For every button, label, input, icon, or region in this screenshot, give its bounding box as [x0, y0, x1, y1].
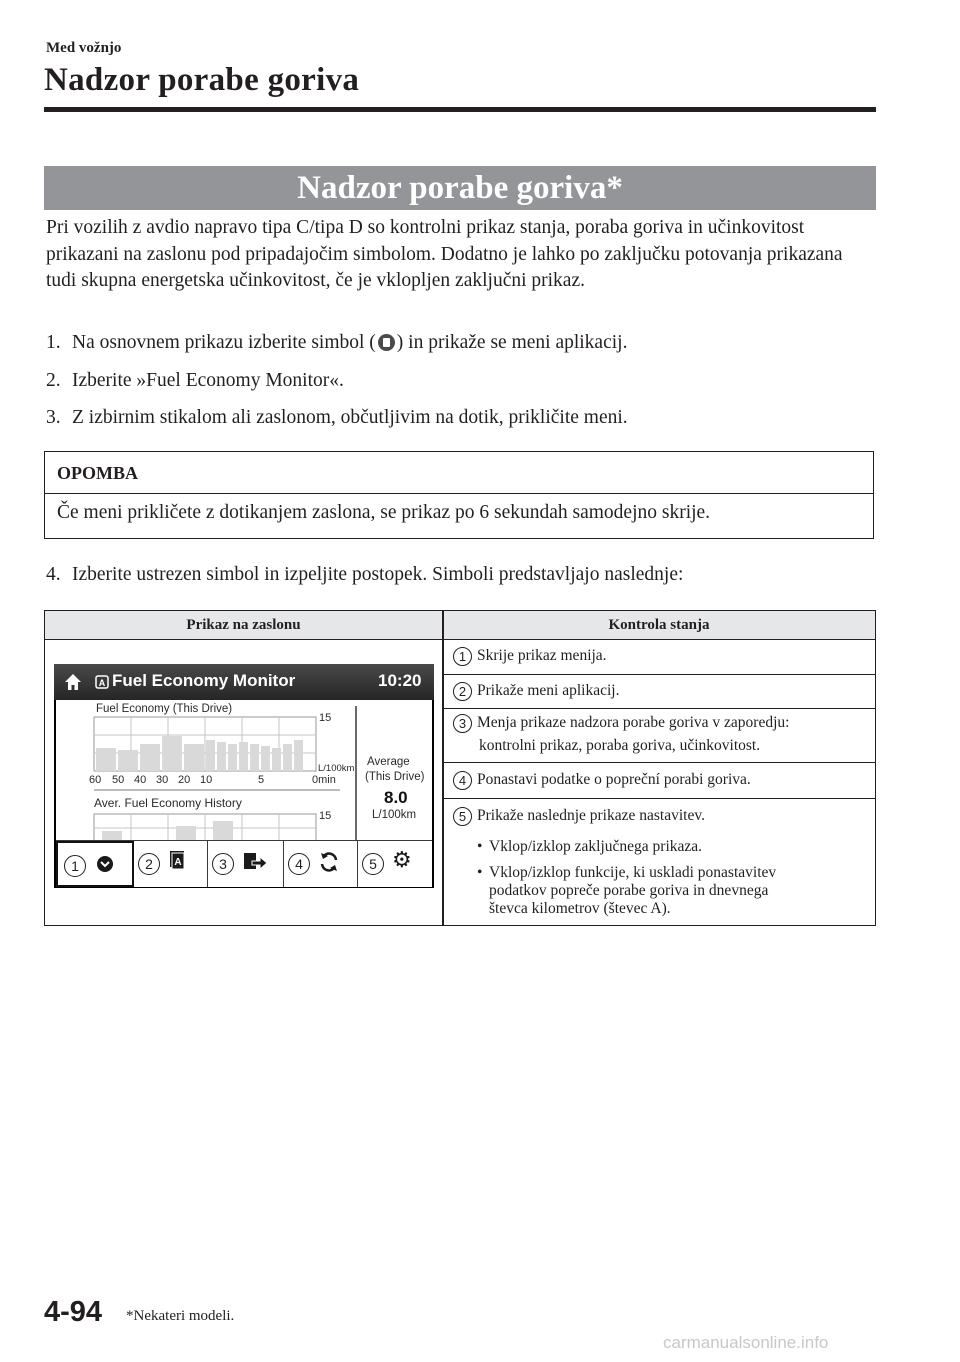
table-row [443, 639, 875, 675]
screen-content [56, 700, 432, 850]
hide-menu-button[interactable] [56, 841, 134, 887]
table-row [443, 675, 875, 709]
reset-button[interactable] [284, 841, 358, 887]
gear-icon: ⚙ [392, 847, 412, 872]
list-item: • Vklop/izklop funkcije, ki uskladi ponastavitev [489, 863, 776, 882]
chart1-title: Fuel Economy (This Drive) [96, 703, 233, 715]
apps-icon [378, 334, 395, 351]
reset-icon [318, 851, 340, 873]
chart1-tick: 50 [112, 774, 125, 786]
screen-clock: 10:20 [378, 671, 422, 690]
step-2 [46, 368, 344, 394]
step-text: Z izbirnim stikalom ali zaslonom, občutljivim na dotik, prikličite meni. [72, 407, 628, 428]
average-value: 8.0 [384, 788, 408, 807]
row-text: Prikaže naslednje prikaze nastavitev. [477, 807, 705, 824]
switch-icon [242, 851, 268, 875]
screen-title: Fuel Economy Monitor [112, 671, 296, 690]
footnote: *Nekateri modeli. [126, 1308, 235, 1324]
row-number: 3 [453, 714, 472, 733]
callout-number: 2 [138, 853, 160, 875]
apps-menu-button[interactable] [134, 841, 208, 887]
callout-number: 1 [64, 855, 86, 877]
row-number: 4 [453, 771, 472, 790]
note-text: Če meni prikličete z dotikanjem zaslona, se prikaz po 6 sekundah samodejno skrije. [57, 502, 711, 523]
chart1-tick: 30 [156, 774, 169, 786]
callout-number: 4 [288, 853, 310, 875]
chart1-tick: 20 [178, 774, 191, 786]
average-label: Average [367, 756, 410, 768]
callout-number: 3 [212, 853, 234, 875]
note-box [44, 451, 874, 539]
section-banner: Nadzor porabe goriva* [44, 166, 876, 210]
table-header-control: Kontrola stanja [608, 617, 710, 633]
chevron-down-icon [96, 855, 114, 873]
average-unit: L/100km [372, 809, 417, 821]
step-number: 1. [46, 332, 61, 353]
apps-icon [168, 849, 188, 873]
step-text-before: Na osnovnem prikazu izberite simbol ( [72, 332, 376, 353]
chart1-unit: L/100km [318, 763, 355, 774]
step-text-after: ) in prikaže se meni aplikacij. [396, 332, 628, 353]
table-row [443, 799, 875, 924]
average-sublabel: (This Drive) [365, 771, 425, 783]
step-number: 4. [46, 564, 61, 585]
table-header-display: Prikaz na zaslonu [186, 617, 301, 633]
note-heading: OPOMBA [45, 452, 873, 494]
row-text: Prikaže meni aplikacij. [477, 682, 620, 699]
intro-paragraph: Pri vozilih z avdio napravo tipa C/tipa D so kontrolni prikaz stanja, poraba goriva in učinkovitost prikazani na zaslonu pod pripadajočim simbolom. Dodatno je lahko po zaključku potovanja prikazana tudi skupna energetska učinkovitost, če je vklopljen zaključni prikaz. [46, 217, 843, 291]
list-item: • Vklop/izklop zaključnega prikaza. [489, 837, 702, 856]
step-3 [46, 405, 628, 431]
chart1-tick: 40 [134, 774, 147, 786]
chart2-title: Aver. Fuel Economy History [94, 796, 242, 810]
home-icon[interactable] [64, 673, 82, 691]
fuel-economy-screen [54, 664, 434, 888]
list-item-continued: podatkov popreče porabe goriva in dnevnega [489, 882, 769, 899]
screen-menu-bar [56, 840, 432, 887]
svg-text:A: A [98, 678, 106, 688]
watermark: carmanualsonline.info [663, 1333, 829, 1352]
row-text: Skrije prikaz menija. [477, 647, 607, 664]
table-row [443, 709, 875, 763]
table-header [45, 611, 875, 640]
chart1-tick: 60 [89, 774, 102, 786]
section-label: Med vožnjo [46, 40, 122, 56]
chart1-tick: 10 [200, 774, 213, 786]
step-text: Izberite ustrezen simbol in izpeljite postopek. Simboli predstavljajo naslednje: [72, 564, 684, 585]
callout-number: 5 [362, 853, 384, 875]
step-4 [46, 562, 683, 588]
step-text: Izberite »Fuel Economy Monitor«. [72, 370, 344, 391]
row-number: 2 [453, 682, 472, 701]
chart1-tick: 5 [258, 774, 265, 786]
page-title: Nadzor porabe goriva [44, 62, 360, 98]
settings-button[interactable] [358, 841, 432, 887]
table-row [443, 763, 875, 799]
switch-display-button[interactable] [208, 841, 284, 887]
step-number: 2. [46, 370, 61, 391]
list-item-continued: števca kilometrov (števec A). [489, 900, 671, 917]
chart1-tick: 0min [312, 774, 336, 786]
svg-text:A: A [174, 857, 182, 868]
row-text: Menja prikaze nadzora porabe goriva v zaporedju: [477, 714, 790, 731]
screen-header-bar [54, 664, 434, 700]
apps-icon [94, 674, 110, 690]
step-number: 3. [46, 407, 61, 428]
row-text: Ponastavi podatke o popreční porabi goriva. [477, 771, 751, 788]
title-divider [44, 107, 876, 112]
chart1-ymax: 15 [319, 712, 332, 724]
row-number: 5 [453, 807, 472, 826]
row-number: 1 [453, 647, 472, 666]
chart2-ymax: 15 [319, 810, 332, 822]
page-number: 4-94 [44, 1296, 103, 1328]
step-1 [46, 330, 627, 356]
row-text-continued: kontrolni prikaz, poraba goriva, učinkovitost. [479, 737, 761, 754]
